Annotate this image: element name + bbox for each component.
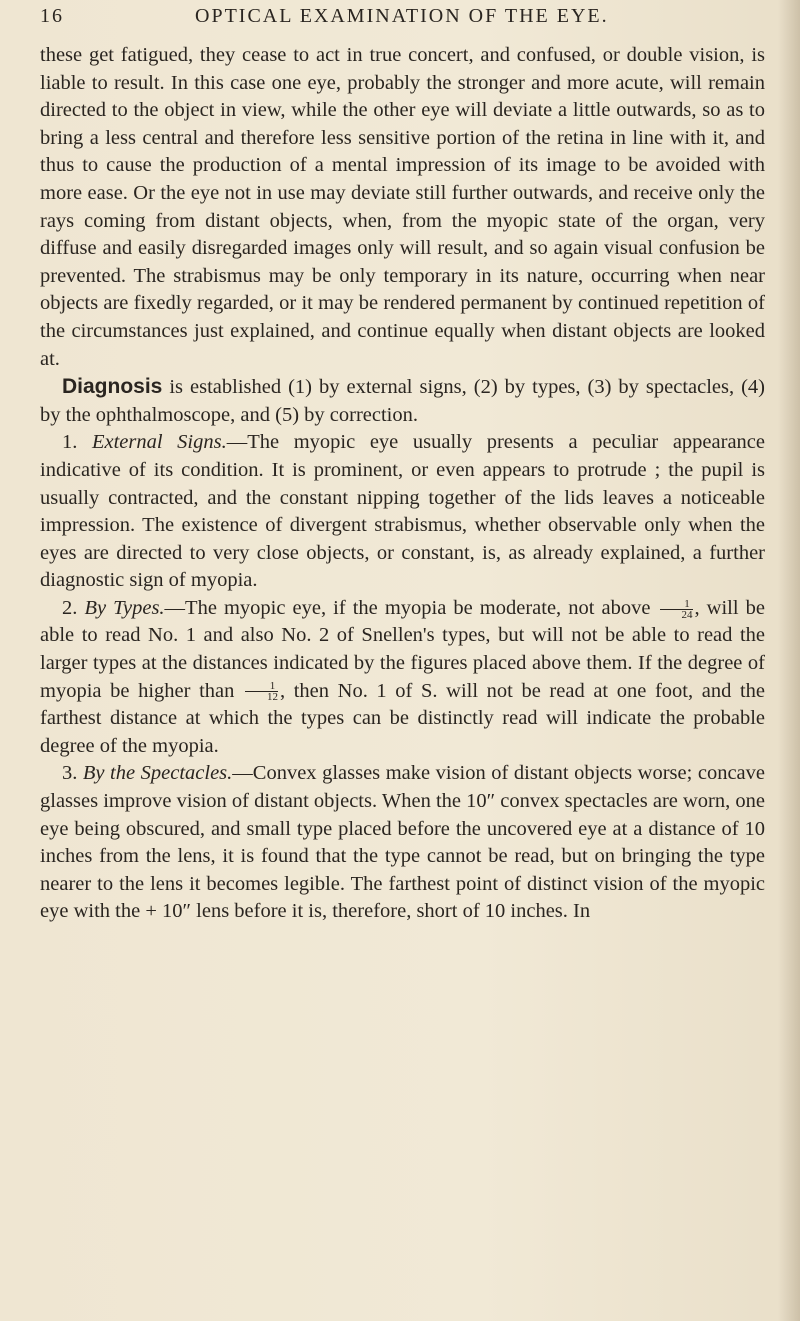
fraction-numerator: 1 <box>245 681 278 692</box>
paragraph-diagnosis <box>40 373 765 429</box>
fraction-denominator: 24 <box>681 608 693 621</box>
fraction-numerator: 1 <box>660 599 693 610</box>
body-text <box>40 42 765 926</box>
fraction-one-twelfth <box>245 681 278 702</box>
section-text: —The myopic eye, if the myopia be moderate, not above <box>164 596 658 619</box>
paragraph-by-spectacles <box>40 760 765 926</box>
running-title: OPTICAL EXAMINATION OF THE EYE. <box>195 5 609 27</box>
diagnosis-heading: Diagnosis <box>62 375 163 399</box>
paragraph-external-signs <box>40 429 765 595</box>
section-title-by-spectacles: By the Spectacles. <box>82 762 233 785</box>
section-number: 1. <box>62 431 92 454</box>
section-number: 3. <box>62 762 83 785</box>
section-text: —Convex glasses make vision of distant objects worse; concave glasses improve vision of distant objects. When the 10″ convex spectacles are worn, one eye being obscured, and small type placed before the uncovered eye at a distance of 10 inches from the lens, it is found that the type cannot be read, but on bringing the type nearer to the lens it becomes legible. The farthest point of distinct vision of the myopic eye with the + 10″ lens before it is, therefore, short of 10 inches. In <box>40 762 765 923</box>
paragraph-by-types <box>40 595 765 761</box>
section-title-external-signs: External Signs. <box>91 431 227 454</box>
section-text: , will be able to read No. 1 and also No. 2 of Snellen's types, but will not be able to read the larger types at the distances indicated by the figures placed above them. If the degree of myopia be higher than <box>40 596 765 702</box>
page-edge-shadow <box>778 0 800 1321</box>
section-text: , then No. 1 of S. will not be read at one foot, and the farthest distance at which the types can be distinctly read will indicate the probable degree of the myopia. <box>40 679 765 757</box>
page-header <box>40 5 770 31</box>
page-number: 16 <box>40 5 64 27</box>
fraction-denominator: 12 <box>266 691 278 704</box>
fraction-one-twentyfourth <box>660 599 693 620</box>
paragraph-strabismus: these get fatigued, they cease to act in true concert, and confused, or double vision, is liable to result. In this case one eye, probably the stronger and more acute, will remain directed to the object in view, while the other eye will deviate a little outwards, so as to bring a less central and therefore less sensitive portion of the retina in line with it, and thus to cause the production of a mental impression of its image to be avoided with more ease. Or the eye not in use may deviate still further outwards, and receive only the rays coming from distant objects, when, from the myopic state of the organ, very diffuse and easily disregarded images only will result, and so again visual confusion be prevented. The strabismus may be only temporary in its nature, occurring when near objects are fixedly regarded, or it may be rendered permanent by continued repetition of the circumstances just explained, and continue equally when distant objects are looked at. <box>40 44 765 370</box>
section-number: 2. <box>62 596 85 619</box>
diagnosis-text: is established (1) by external signs, (2) by types, (3) by spectacles, (4) by the ophthalmoscope, and (5) by correction. <box>40 376 765 426</box>
section-text: —The myopic eye usually presents a peculiar appearance indicative of its condition. It is prominent, or even appears to protrude ; the pupil is usually contracted, and the constant nipping together of the lids leaves a noticeable impression. The existence of divergent strabismus, whether observable only when the eyes are directed to very close objects, or constant, is, as already explained, a further diagnostic sign of myopia. <box>40 431 765 592</box>
section-title-by-types: By Types. <box>84 596 165 619</box>
